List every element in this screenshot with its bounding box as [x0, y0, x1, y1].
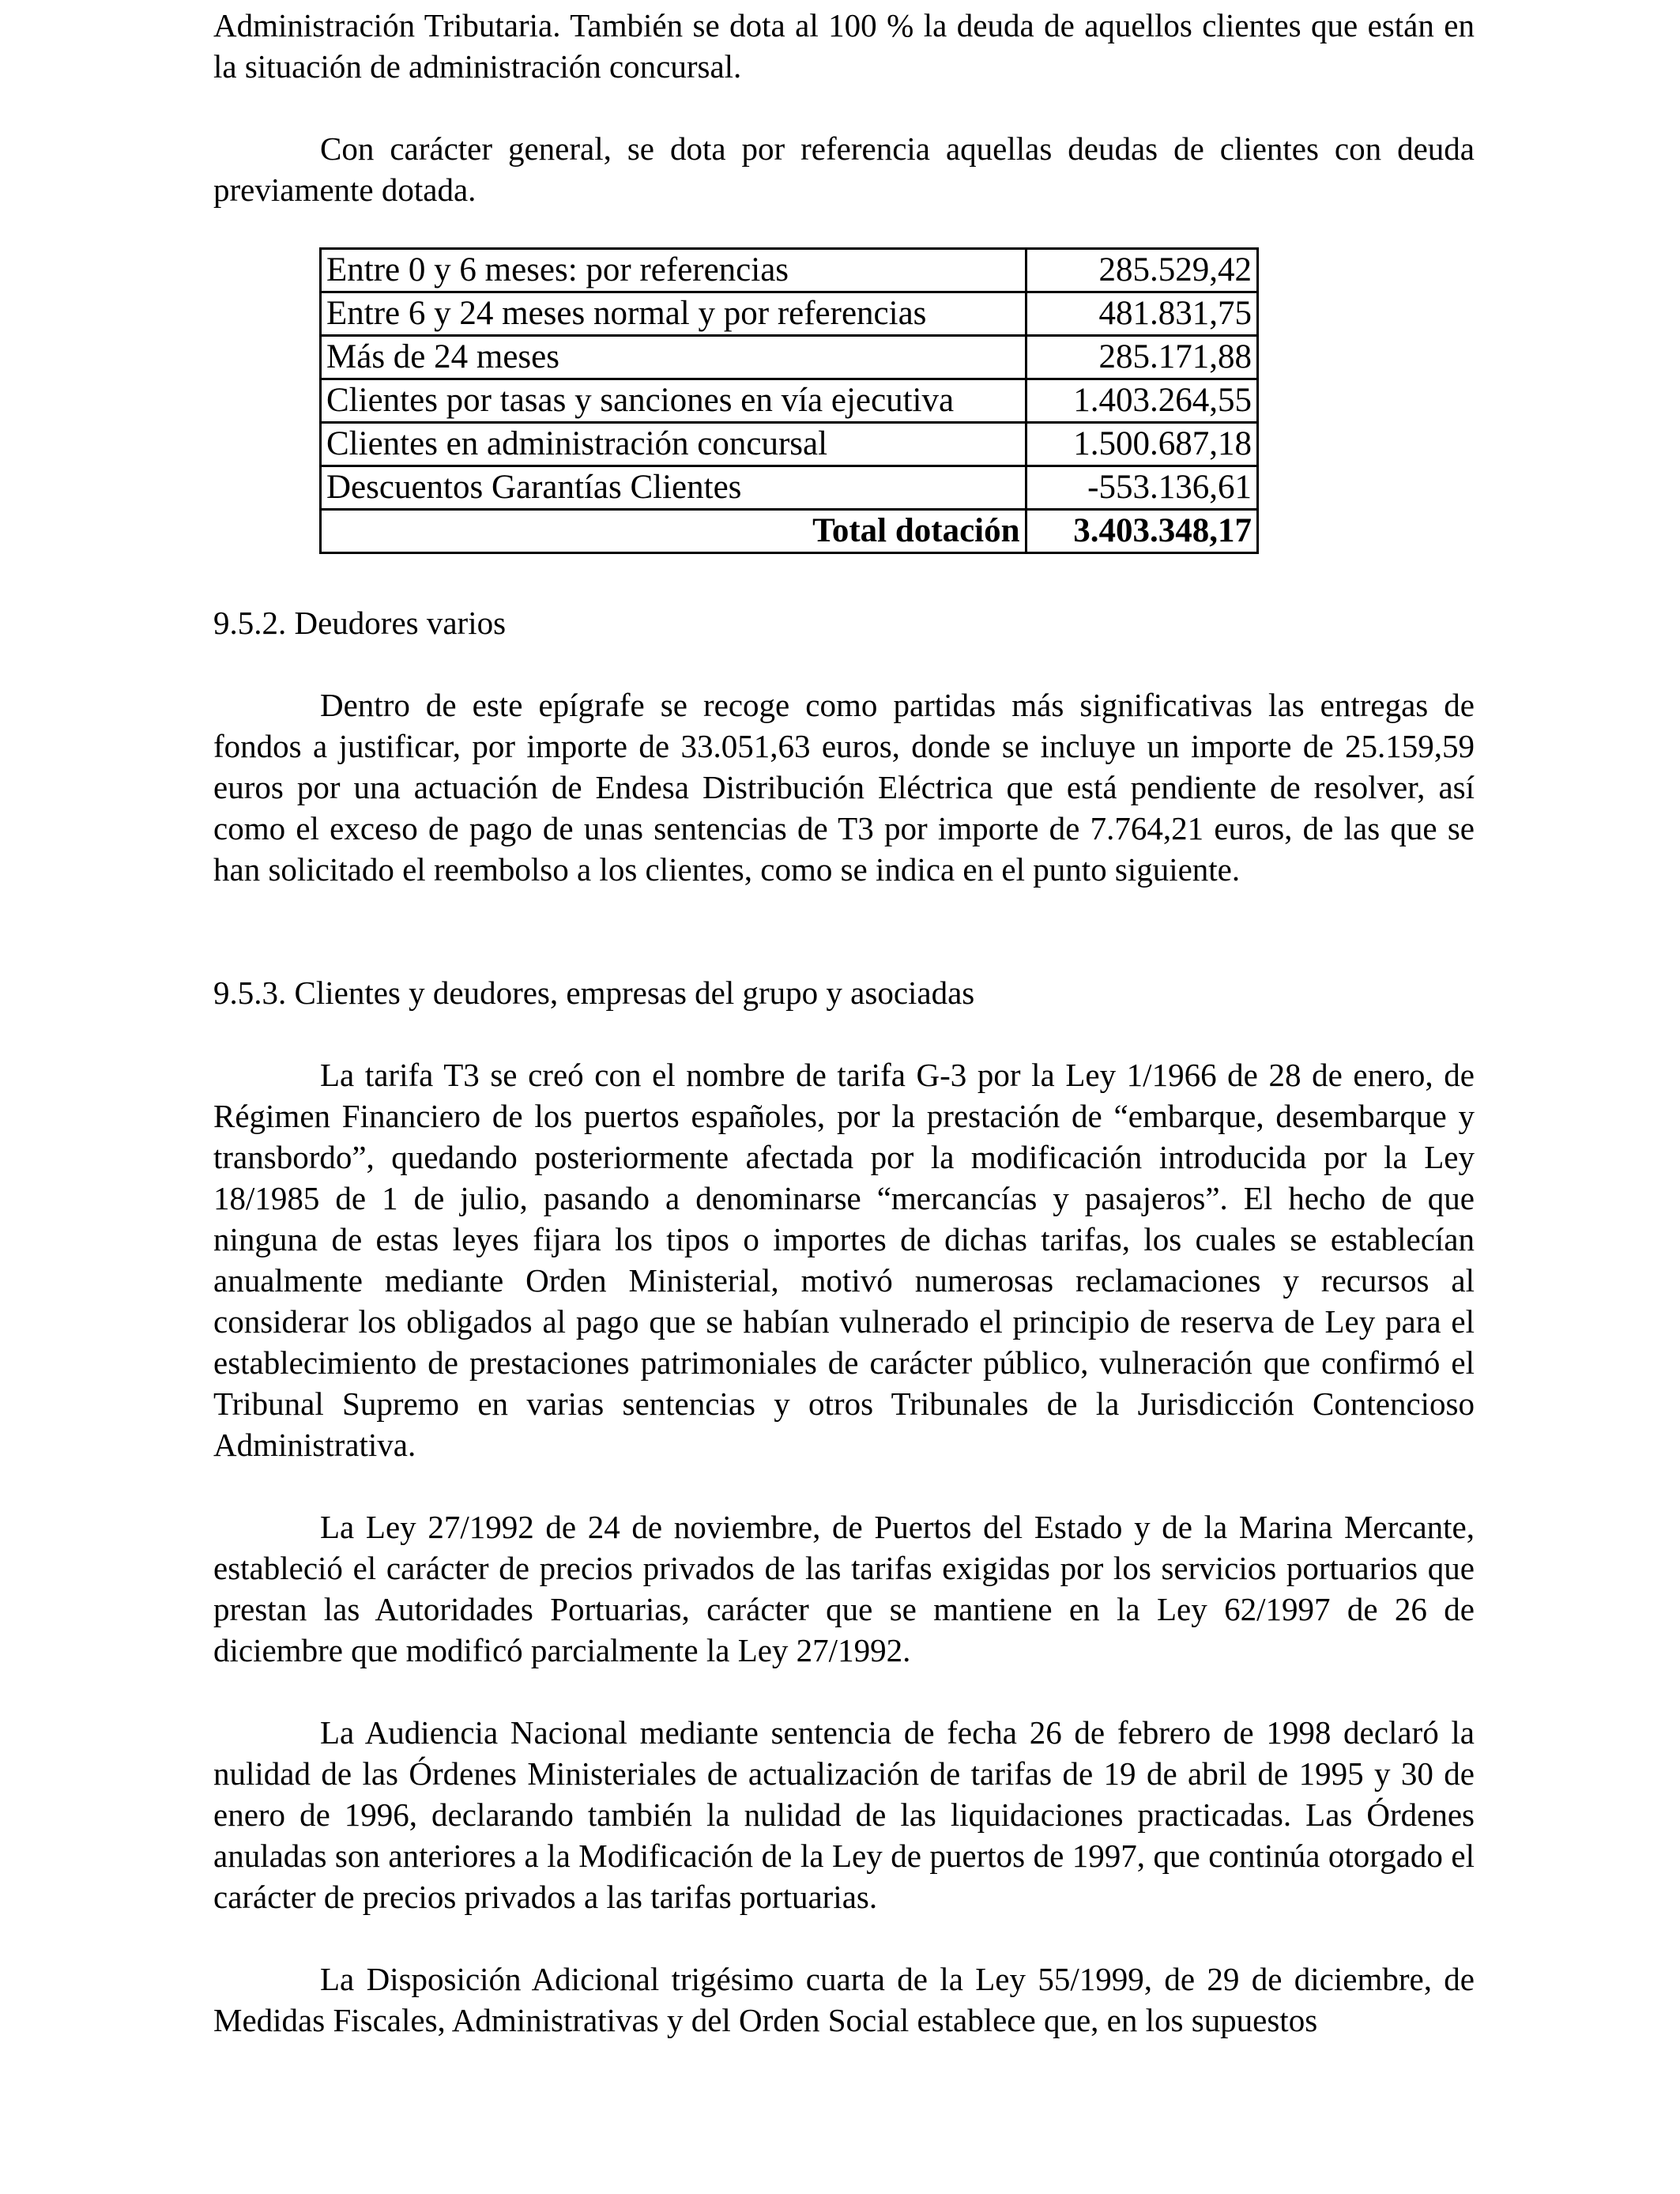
total-amount: 3.403.348,17 — [1026, 510, 1257, 553]
paragraph-tax-administration: Administración Tributaria. También se dota al 100 % la deuda de aquellos clientes que están en la situación de administración concursal. — [213, 7, 1475, 85]
table-row — [321, 292, 1258, 336]
paragraph-ley-27-1992: La Ley 27/1992 de 24 de noviembre, de Puertos del Estado y de la Marina Mercante, estableció el carácter de precios privados de las tarifas exigidas por los servicios portuarios que prestan las Autoridades Portuarias, carácter que se mantiene en la Ley 62/1997 de 26 de diciembre que modificó parcialmente la Ley 27/1992. — [213, 1509, 1475, 1668]
paragraph-audiencia-nacional: La Audiencia Nacional mediante sentencia de fecha 26 de febrero de 1998 declaró la nulidad de las Órdenes Ministeriales de actualización de tarifas de 19 de abril de 1995 y 30 de enero de 1996, declarando también la nulidad de las liquidaciones practicadas. Las Órdenes anuladas son anteriores a la Modificación de la Ley de puertos de 1997, que continúa otorgado el carácter de precios privados a las tarifas portuarias. — [213, 1714, 1475, 1915]
section-heading-deudores-varios: 9.5.2. Deudores varios — [213, 605, 507, 641]
table-row — [321, 466, 1258, 510]
row-amount: 285.529,42 — [1026, 249, 1257, 292]
row-concept: Clientes en administración concursal — [321, 423, 1026, 466]
row-concept: Clientes por tasas y sanciones en vía ejecutiva — [321, 379, 1026, 423]
row-amount: 285.171,88 — [1026, 336, 1257, 379]
paragraph-disposicion-adicional: La Disposición Adicional trigésimo cuarta de la Ley 55/1999, de 29 de diciembre, de Medidas Fiscales, Administrativas y del Orden Social establece que, en los supuestos — [213, 1961, 1475, 2038]
row-concept: Entre 6 y 24 meses normal y por referencias — [321, 292, 1026, 336]
table-total-row — [321, 510, 1258, 553]
row-amount: 1.500.687,18 — [1026, 423, 1257, 466]
table-row — [321, 423, 1258, 466]
allowance-table — [319, 247, 1259, 554]
row-concept: Entre 0 y 6 meses: por referencias — [321, 249, 1026, 292]
table-row — [321, 249, 1258, 292]
row-amount: 1.403.264,55 — [1026, 379, 1257, 423]
table-row — [321, 379, 1258, 423]
paragraph-tarifa-t3: La tarifa T3 se creó con el nombre de tarifa G-3 por la Ley 1/1966 de 28 de enero, de Régimen Financiero de los puertos españoles, por la prestación de “embarque, desembarque y transbordo”, quedando posteriormente afectada por la modificación introducida por la Ley 18/1985 de 1 de julio, pasando a denominarse “mercancías y pasajeros”. El hecho de que ninguna de estas leyes fijara los tipos o importes de dichas tarifas, los cuales se establecían anualmente mediante Orden Ministerial, motivó numerosas reclamaciones y recursos al considerar los obligados al pago que se habían vulnerado el principio de reserva de Ley para el establecimiento de prestaciones patrimoniales de carácter público, vulneración que confirmó el Tribunal Supremo en varias sentencias y otros Tribunales de la Jurisdicción Contencioso Administrativa. — [213, 1057, 1475, 1463]
row-amount: -553.136,61 — [1026, 466, 1257, 510]
row-amount: 481.831,75 — [1026, 292, 1257, 336]
section-heading-clientes-grupo: 9.5.3. Clientes y deudores, empresas del grupo y asociadas — [213, 974, 975, 1011]
row-concept: Más de 24 meses — [321, 336, 1026, 379]
paragraph-general-allowance: Con carácter general, se dota por referencia aquellas deudas de clientes con deuda previamente dotada. — [213, 130, 1475, 208]
paragraph-deudores-varios: Dentro de este epígrafe se recoge como partidas más significativas las entregas de fondos a justificar, por importe de 33.051,63 euros, donde se incluye un importe de 25.159,59 euros por una actuación de Endesa Distribución Eléctrica que está pendiente de resolver, así como el exceso de pago de unas sentencias de T3 por importe de 7.764,21 euros, de las que se han solicitado el reembolso a los clientes, como se indica en el punto siguiente. — [213, 687, 1475, 888]
table-row — [321, 336, 1258, 379]
row-concept: Descuentos Garantías Clientes — [321, 466, 1026, 510]
total-label: Total dotación — [321, 510, 1026, 553]
